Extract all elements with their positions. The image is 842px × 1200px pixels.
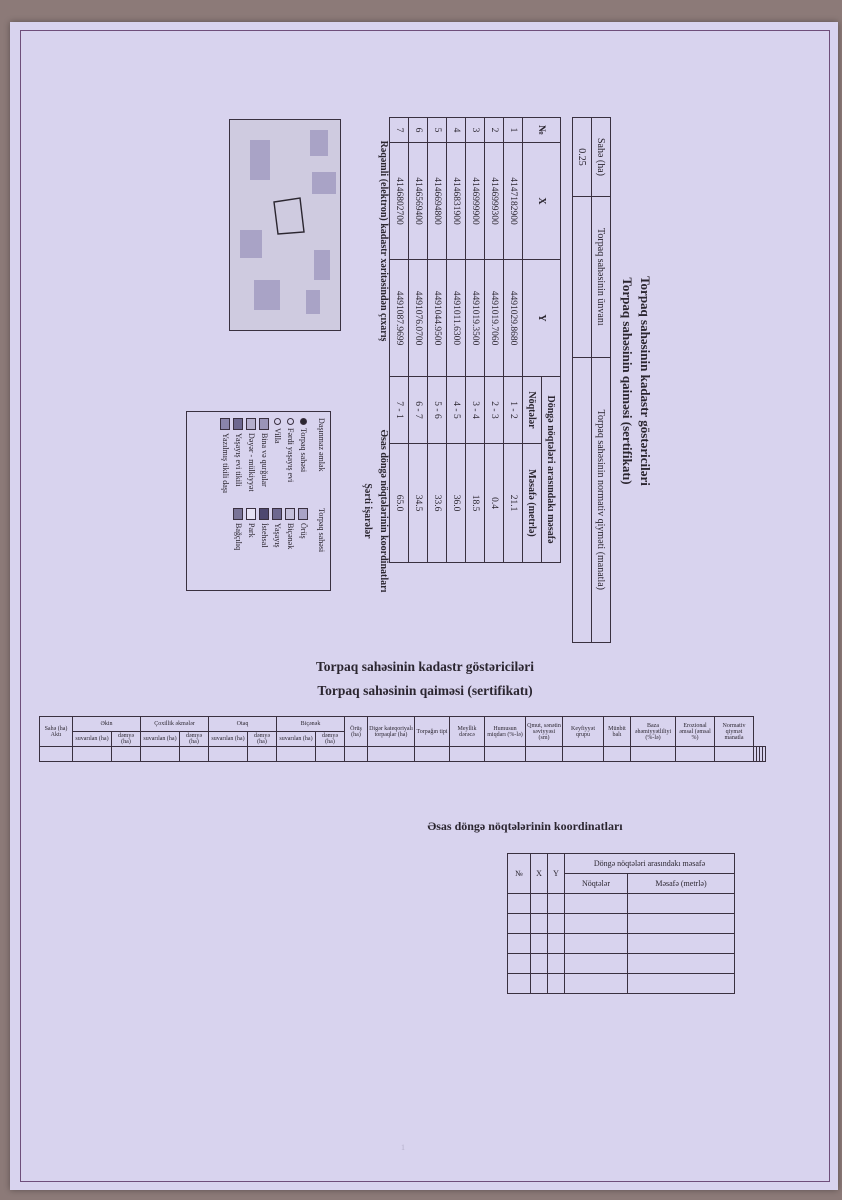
swatch-icon: [260, 418, 270, 430]
empty-cell: [565, 894, 628, 914]
swatch-icon: [247, 508, 257, 520]
cell-no: 7: [390, 118, 409, 143]
parcel-outline: [230, 120, 340, 330]
header-cell: Erozional əmsal (əmsal %): [676, 717, 715, 747]
legend-label: Dəyər - mülkiyyət: [247, 433, 256, 492]
lower-title-1: Torpaq sahəsinin kadastr göstəriciləri: [316, 659, 534, 674]
legend-label: Villa: [273, 428, 282, 444]
cell-x: 4146569400: [409, 143, 428, 260]
legend-item: [284, 508, 297, 593]
legend-label: Torpaq sahəsi: [299, 428, 308, 473]
subheader-cell: dəmyə (ha): [112, 732, 141, 747]
coord-points-header: Nöqtələr: [523, 377, 542, 444]
lc-points-header: Nöqtələr: [565, 874, 628, 894]
coords-caption: Əsas döngə nöqtələrinin koordinatları: [378, 429, 389, 593]
cell-points: 2 - 3: [485, 377, 504, 444]
empty-cell: [73, 747, 112, 762]
empty-cell: [715, 747, 754, 762]
cell-no: 1: [504, 118, 523, 143]
swatch-icon: [234, 508, 244, 520]
header-cell: Humusun miqdarı (%-lə): [485, 717, 526, 747]
empty-cell: [508, 894, 531, 914]
table-row: [504, 118, 523, 563]
table-row: [466, 118, 485, 563]
cell-y: 4491029.8680: [504, 260, 523, 377]
subheader-cell: dəmyə (ha): [248, 732, 277, 747]
empty-cell: [248, 747, 277, 762]
legend-item: [232, 418, 245, 503]
legend-left-header: Daşınmaz əmlak: [317, 418, 326, 472]
page-border: [20, 30, 830, 1182]
legend-caption: Şərti işarələr: [362, 483, 373, 539]
header-cell: Otaq: [209, 717, 277, 732]
legend-box: [186, 411, 331, 591]
cell-x: 4146999900: [466, 143, 485, 260]
legend-label: İstehsal: [260, 523, 269, 548]
coord-no-header: №: [523, 118, 561, 143]
cell-distance: 34.5: [409, 444, 428, 563]
subheader-cell: suvarılan (ha): [141, 732, 180, 747]
empty-cell: [40, 747, 73, 762]
legend-item: [297, 508, 310, 593]
map-caption: Rəqəmli (elektron) kadastr xəritəsindən çıxarış: [378, 140, 389, 342]
swatch-icon: [234, 418, 244, 430]
legend-left-column: [219, 418, 310, 503]
empty-cell: [763, 747, 766, 762]
empty-cell: [628, 974, 735, 994]
empty-cell: [531, 934, 548, 954]
empty-cell: [485, 747, 526, 762]
cell-distance: 36.0: [447, 444, 466, 563]
empty-cell: [316, 747, 345, 762]
table-row: [390, 118, 409, 563]
header-cell: Digər kateqoriyalı torpaqlar (ha): [368, 717, 415, 747]
coord-x-header: X: [523, 143, 561, 260]
cadastral-map-excerpt: [229, 119, 341, 331]
empty-cell: [450, 747, 485, 762]
cell-x: 4147182900: [504, 143, 523, 260]
legend-item: [271, 508, 284, 593]
header-cell: Normativ qiymət manatla: [715, 717, 754, 747]
header-cell: Münbit balı: [604, 717, 631, 747]
lc-distance-group-header: Döngə nöqtələri arasındakı məsafə: [565, 854, 735, 874]
cell-x: 4146999300: [485, 143, 504, 260]
empty-cell: [628, 954, 735, 974]
empty-cell: [631, 747, 676, 762]
cell-y: 4491087.9699: [390, 260, 409, 377]
legend-item: [258, 418, 271, 503]
empty-cell: [531, 914, 548, 934]
legend-label: Yazılmış tikili daşı: [221, 433, 230, 494]
legend-item: [245, 418, 258, 503]
address-value: [573, 197, 592, 358]
swatch-icon: [286, 508, 296, 520]
empty-cell: [368, 747, 415, 762]
parcel-meta-table: [572, 117, 611, 643]
rotated-section: [201, 111, 661, 651]
legend-label: Yaşayış evi tikili: [234, 433, 243, 487]
cell-no: 4: [447, 118, 466, 143]
header-cell: Meyllik dərəcə: [450, 717, 485, 747]
dot-icon: [300, 418, 307, 425]
header-cell: Əkin: [73, 717, 141, 732]
header-cell: Biçənək: [277, 717, 345, 732]
empty-cell: [531, 974, 548, 994]
subheader-cell: suvarılan (ha): [73, 732, 112, 747]
circle-icon: [287, 418, 294, 425]
cell-distance: 0.4: [485, 444, 504, 563]
legend-label: Biçənək: [286, 523, 295, 550]
empty-cell: [112, 747, 141, 762]
legend-item: [258, 508, 271, 593]
lower-coordinates-table: [507, 853, 735, 994]
cell-points: 5 - 6: [428, 377, 447, 444]
empty-cell: [508, 974, 531, 994]
legend-label: Bağçılıq: [234, 523, 243, 551]
cell-y: 4491019.3500: [466, 260, 485, 377]
land-indicators-table: [39, 716, 766, 762]
lc-no-header: №: [508, 854, 531, 894]
cell-points: 3 - 4: [466, 377, 485, 444]
empty-cell: [180, 747, 209, 762]
cell-distance: 33.6: [428, 444, 447, 563]
table-row: [508, 894, 735, 914]
subheader-cell: dəmyə (ha): [316, 732, 345, 747]
legend-item: [232, 508, 245, 593]
empty-cell: [531, 894, 548, 914]
header-cell: Keyfiyyət qrupu: [563, 717, 604, 747]
swatch-icon: [299, 508, 309, 520]
cell-distance: 21.1: [504, 444, 523, 563]
rotated-title-2: Torpaq sahəsinin qaiməsi (sertifikatı): [620, 277, 635, 485]
villa-icon: [274, 418, 281, 425]
cell-no: 6: [409, 118, 428, 143]
legend-item: [271, 418, 284, 503]
address-header: Torpaq sahəsinin ünvanı: [592, 197, 611, 358]
cell-points: 7 - 1: [390, 377, 409, 444]
cell-x: 4146802700: [390, 143, 409, 260]
empty-cell: [508, 914, 531, 934]
swatch-icon: [221, 418, 231, 430]
empty-cell: [277, 747, 316, 762]
cell-y: 4491044.9500: [428, 260, 447, 377]
coord-distance-group-header: Döngə nöqtələri arasındakı məsafə: [542, 377, 561, 563]
empty-cell: [345, 747, 368, 762]
area-value: 0.25: [573, 118, 592, 197]
rotated-panel: [201, 111, 661, 651]
empty-cell: [565, 954, 628, 974]
swatch-icon: [260, 508, 270, 520]
lc-distance-header: Məsafə (metrlə): [628, 874, 735, 894]
legend-item: [284, 418, 297, 503]
empty-cell: [548, 974, 565, 994]
cell-no: 5: [428, 118, 447, 143]
cell-y: 4491011.6300: [447, 260, 466, 377]
header-cell: Örüş (ha): [345, 717, 368, 747]
subheader-cell: suvarılan (ha): [277, 732, 316, 747]
header-cell: Torpağın tipi: [415, 717, 450, 747]
table-row: [485, 118, 504, 563]
table-row: [508, 934, 735, 954]
legend-label: Örüş: [299, 523, 308, 539]
cell-x: 4146831900: [447, 143, 466, 260]
table-row: [409, 118, 428, 563]
empty-cell: [526, 747, 563, 762]
empty-cell: [628, 934, 735, 954]
empty-cell: [565, 914, 628, 934]
legend-label: Bina və qurğular: [260, 433, 269, 487]
empty-cell: [628, 914, 735, 934]
price-value: [573, 357, 592, 642]
legend-item: [219, 418, 232, 503]
empty-cell: [548, 934, 565, 954]
empty-cell: [548, 914, 565, 934]
empty-cell: [563, 747, 604, 762]
cell-points: 4 - 5: [447, 377, 466, 444]
page-number: 1: [401, 1143, 405, 1152]
coord-y-header: Y: [523, 260, 561, 377]
subheader-cell: dəmyə (ha): [180, 732, 209, 747]
legend-item: [245, 508, 258, 593]
empty-cell: [209, 747, 248, 762]
legend-right-header: Torpaq sahəsi: [317, 508, 326, 553]
table-row: [428, 118, 447, 563]
cell-points: 6 - 7: [409, 377, 428, 444]
empty-cell: [548, 954, 565, 974]
empty-cell: [548, 894, 565, 914]
header-cell: Qmut, sənətin səviyyəsi (sm): [526, 717, 563, 747]
cell-y: 4491019.7060: [485, 260, 504, 377]
table-row: [508, 974, 735, 994]
area-header: Sahə (ha): [592, 118, 611, 197]
empty-cell: [531, 954, 548, 974]
lower-title-2: Torpaq sahəsinin qaiməsi (sertifikatı): [317, 683, 533, 698]
cell-no: 2: [485, 118, 504, 143]
legend-right-column: [232, 508, 310, 593]
lc-y-header: Y: [548, 854, 565, 894]
swatch-icon: [247, 418, 257, 430]
empty-cell: [565, 934, 628, 954]
table-row: [508, 914, 735, 934]
coord-distance-header: Məsafə (metrlə): [523, 444, 542, 563]
subheader-cell: suvarılan (ha): [209, 732, 248, 747]
header-cell: Sahə (ha) Aktı: [40, 717, 73, 747]
cell-x: 4146694800: [428, 143, 447, 260]
empty-cell: [141, 747, 180, 762]
empty-cell: [508, 934, 531, 954]
coordinates-table: [389, 117, 561, 563]
lower-coords-title: Əsas döngə nöqtələrinin koordinatları: [427, 819, 623, 833]
empty-cell: [604, 747, 631, 762]
table-row: [40, 747, 766, 762]
header-cell: Baza əhəmiyyətliliyi (%-lə): [631, 717, 676, 747]
rotated-title-1: Torpaq sahəsinin kadastr göstəriciləri: [638, 276, 653, 486]
empty-cell: [628, 894, 735, 914]
cell-y: 4491076.0700: [409, 260, 428, 377]
cell-distance: 65.0: [390, 444, 409, 563]
empty-cell: [415, 747, 450, 762]
legend-label: Yaşayış: [273, 523, 282, 548]
lc-x-header: X: [531, 854, 548, 894]
legend-label: Park: [247, 523, 256, 538]
price-header: Torpaq sahəsinin normativ qiyməti (manatla): [592, 357, 611, 642]
cell-points: 1 - 2: [504, 377, 523, 444]
document-sheet: [10, 22, 838, 1190]
legend-item: [297, 418, 310, 503]
table-row: [508, 954, 735, 974]
empty-cell: [565, 974, 628, 994]
swatch-icon: [273, 508, 283, 520]
empty-cell: [676, 747, 715, 762]
legend-label: Fərdi yaşayış evi: [286, 428, 295, 483]
empty-cell: [508, 954, 531, 974]
cell-no: 3: [466, 118, 485, 143]
header-cell: Çoxillik əkmələr: [141, 717, 209, 732]
cell-distance: 18.5: [466, 444, 485, 563]
table-row: [447, 118, 466, 563]
